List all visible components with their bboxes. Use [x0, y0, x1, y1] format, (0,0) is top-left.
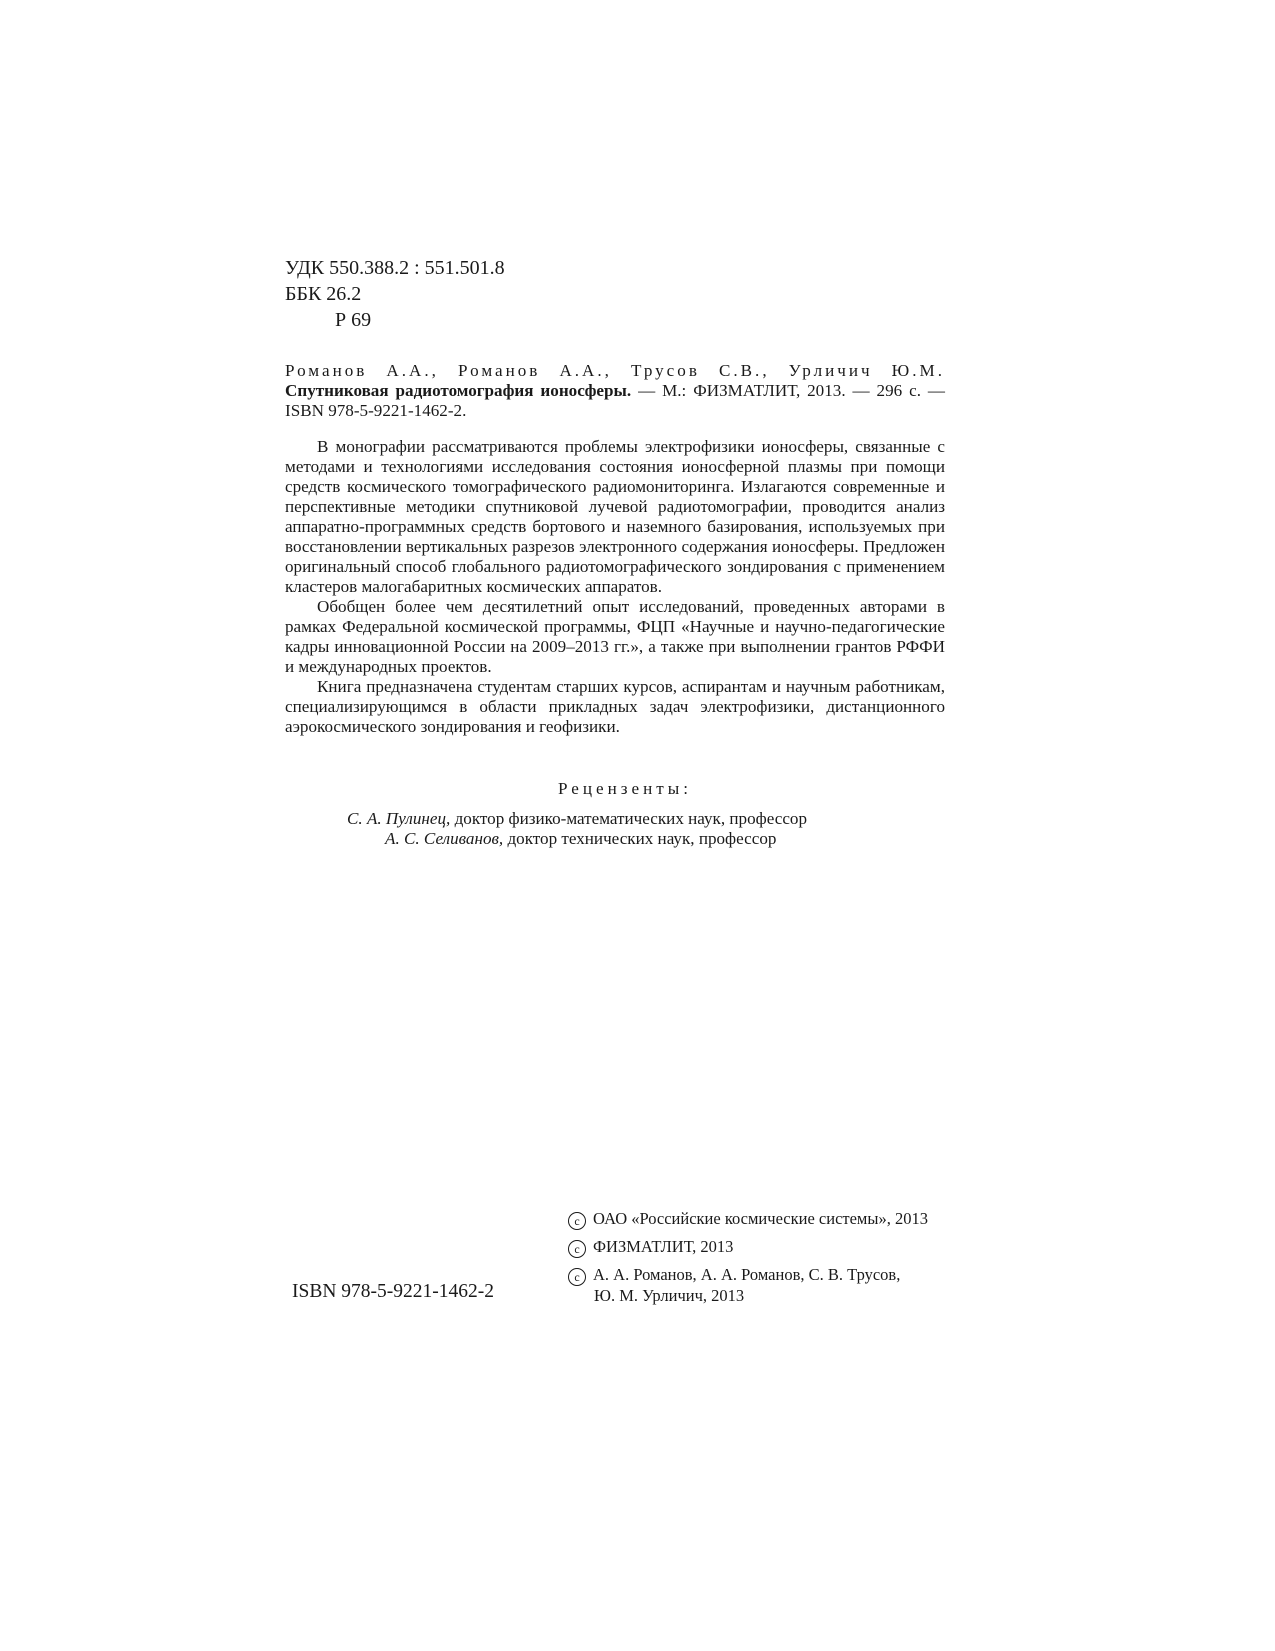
copyright-line — [568, 1209, 928, 1230]
main-content — [285, 361, 945, 849]
reviewers-heading: Рецензенты: — [558, 779, 692, 798]
copyright-continuation: Ю. М. Урличич, 2013 — [594, 1286, 745, 1305]
classification-codes — [285, 255, 505, 333]
udk-code: УДК 550.388.2 : 551.501.8 — [285, 257, 505, 279]
copyright-line — [568, 1237, 928, 1258]
copyright-text: А. А. Романов, А. А. Романов, С. В. Трусов, — [593, 1265, 901, 1284]
copyright-icon: c — [568, 1212, 586, 1230]
reviewer-name: А. С. Селиванов, — [385, 829, 504, 848]
bbk-code: ББК 26.2 — [285, 283, 362, 305]
authors: Романов А.А., Романов А.А., Трусов С.В., Урличич Ю.М. — [285, 361, 945, 380]
author-mark: Р 69 — [335, 309, 372, 331]
isbn: ISBN 978-5-9221-1462-2 — [292, 1281, 495, 1302]
copyright-line — [568, 1265, 928, 1306]
copyright-icon: c — [568, 1268, 586, 1286]
copyright-text: ФИЗМАТЛИТ, 2013 — [593, 1237, 734, 1256]
abstract-paragraph: Книга предназначена студентам старших курсов, аспирантам и научным работникам, специализирующимся в области прикладных задач электрофизики, дистанционного аэрокосмического зондирования и геофизики. — [285, 677, 945, 736]
bibliographic-record — [285, 361, 945, 421]
reviewers-list — [285, 809, 945, 849]
abstract — [285, 437, 945, 737]
copyright-icon: c — [568, 1240, 586, 1258]
reviewer-title: доктор технических наук, профессор — [507, 829, 777, 848]
book-title: Спутниковая радиотомография ионосферы. — [285, 381, 632, 400]
reviewer-entry — [347, 809, 945, 829]
imprint: — М.: ФИЗМАТЛИТ, 2013. — 296 с. — ISBN 978-5-9221-1462-2. — [285, 381, 945, 420]
reviewer-title: доктор физико-математических наук, профессор — [454, 809, 808, 828]
reviewer-entry — [347, 829, 945, 849]
copyright-block — [568, 1209, 928, 1313]
copyright-text: ОАО «Российские космические системы», 2013 — [593, 1209, 928, 1228]
abstract-paragraph: Обобщен более чем десятилетний опыт исследований, проведенных авторами в рамках Федеральной космической программы, ФЦП «Научные и научно-педагогические кадры инновационной России на 2009–2013 гг.», а также при выполнении грантов РФФИ и международных проектов. — [285, 597, 945, 676]
abstract-paragraph: В монографии рассматриваются проблемы электрофизики ионосферы, связанные с методами и технологиями исследования состояния ионосферной плазмы при помощи средств космического томографического радиомониторинга. Излагаются современные и перспективные методики спутниковой лучевой радиотомографии, проводится анализ аппаратно-программных средств бортового и наземного базирования, используемых при восстановлении вертикальных разрезов электронного содержания ионосферы. Предложен оригинальный способ глобального радиотомографического зондирования с применением кластеров малогабаритных космических аппаратов. — [285, 437, 945, 596]
reviewer-name: С. А. Пулинец, — [347, 809, 451, 828]
